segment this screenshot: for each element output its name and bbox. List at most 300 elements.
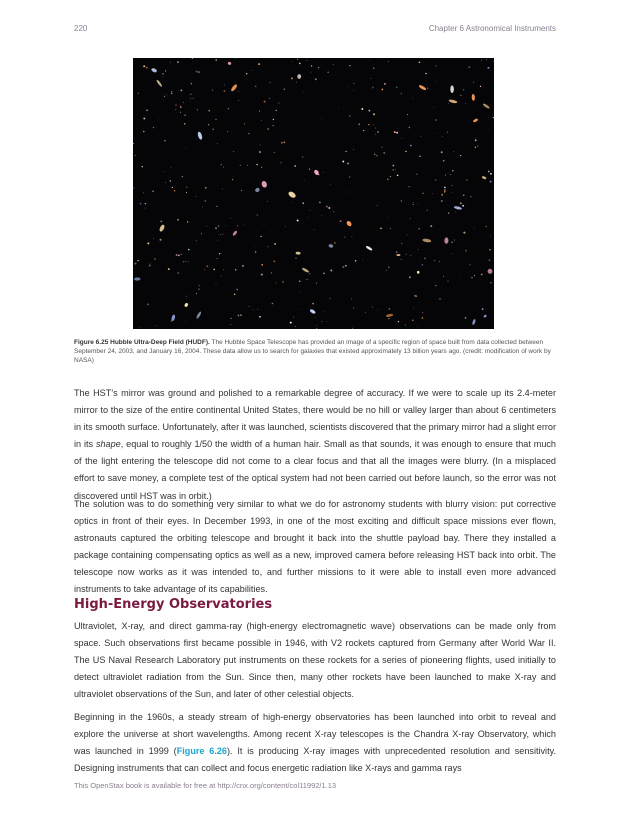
faint-galaxy	[482, 308, 484, 310]
faint-galaxy	[167, 94, 168, 95]
faint-galaxy	[390, 228, 391, 229]
faint-galaxy	[170, 62, 171, 63]
p1-emphasis: shape	[95, 439, 121, 450]
faint-galaxy	[311, 65, 312, 66]
page-number: 220	[74, 24, 88, 33]
faint-galaxy	[273, 119, 274, 120]
faint-galaxy	[304, 180, 305, 181]
faint-galaxy	[373, 113, 375, 115]
faint-galaxy	[295, 326, 296, 327]
figure-6-26-link[interactable]: Figure 6.26	[176, 746, 227, 757]
faint-galaxy	[418, 228, 420, 230]
faint-galaxy	[251, 70, 252, 71]
faint-galaxy	[255, 86, 257, 88]
galaxy	[197, 131, 203, 140]
faint-galaxy	[212, 129, 214, 131]
faint-galaxy	[232, 179, 233, 180]
faint-galaxy	[410, 255, 411, 256]
faint-galaxy	[334, 242, 336, 244]
faint-galaxy	[267, 201, 268, 202]
figure-label: Figure 6.25 Hubble Ultra-Deep Field (HUDF).	[74, 339, 210, 346]
faint-galaxy	[140, 327, 141, 328]
faint-galaxy	[351, 298, 352, 299]
faint-galaxy	[281, 162, 282, 163]
faint-galaxy	[264, 224, 265, 225]
faint-galaxy	[390, 176, 391, 177]
faint-galaxy	[217, 143, 218, 144]
faint-galaxy	[401, 93, 402, 94]
faint-galaxy	[468, 66, 470, 68]
faint-galaxy	[168, 268, 170, 270]
faint-galaxy	[217, 258, 218, 259]
faint-galaxy	[347, 162, 349, 164]
faint-galaxy	[186, 296, 187, 297]
paragraph-corrective-optics: The solution was to do something very similar to what we do for astronomy students with blurry vision: put corrective optics in front of their eyes. In December 1993, in one of the most exciting and difficult space missions ever flown, astronauts captured the orbiting telescope and brought it back into the shuttle payload bay. There they installed a package containing compensating optics as well as a new, improved camera before releasing HST back into orbit. The telescope now works as it was intended to, and further missions to it were able to install even more advanced instruments to take advantage of its capabilities.	[74, 499, 556, 595]
faint-galaxy	[371, 78, 372, 79]
faint-galaxy	[146, 109, 148, 111]
faint-galaxy	[413, 307, 414, 308]
faint-galaxy	[384, 83, 386, 85]
faint-galaxy	[352, 237, 353, 238]
faint-galaxy	[145, 203, 146, 204]
faint-galaxy	[427, 210, 428, 211]
faint-galaxy	[369, 60, 370, 61]
running-head	[74, 24, 556, 33]
faint-galaxy	[451, 241, 453, 243]
faint-galaxy	[264, 101, 266, 103]
figure-caption	[74, 338, 556, 365]
faint-galaxy	[362, 259, 363, 260]
faint-galaxy	[345, 151, 346, 152]
galaxy	[482, 176, 487, 180]
galaxy	[301, 267, 309, 273]
faint-galaxy	[475, 147, 477, 149]
faint-galaxy	[292, 61, 293, 62]
faint-galaxy	[271, 272, 272, 273]
faint-galaxy	[410, 218, 411, 219]
paragraph-uv-xray-observations: Ultraviolet, X-ray, and direct gamma-ray (high-energy electromagnetic wave) observations can be made only from space. Such observations first became possible in 1946, with V2 rockets captured from Germany after World War II. The US Naval Research Laboratory put instruments on these rockets for a series of pioneering flights, used initially to detect ultraviolet radiation from the Sun. Since then, many other rockets have been launched to make X-ray and ultraviolet observations of the Sun, and later of other celestial objects.	[74, 621, 556, 700]
faint-galaxy	[181, 253, 182, 254]
galaxy	[386, 313, 394, 317]
paragraph-hst-mirror	[74, 385, 556, 505]
galaxy	[444, 189, 446, 193]
faint-galaxy	[260, 145, 261, 146]
faint-galaxy	[421, 317, 423, 319]
galaxy	[297, 74, 301, 79]
faint-galaxy	[236, 289, 238, 291]
galaxy	[454, 206, 463, 211]
galaxy	[471, 94, 475, 101]
faint-galaxy	[342, 161, 344, 163]
faint-galaxy	[318, 67, 319, 68]
faint-galaxy	[471, 277, 473, 279]
faint-galaxy	[169, 180, 171, 182]
faint-galaxy	[291, 77, 293, 79]
faint-galaxy	[401, 138, 402, 139]
faint-galaxy	[208, 110, 210, 112]
faint-galaxy	[205, 200, 206, 201]
faint-galaxy	[206, 265, 208, 267]
faint-galaxy	[201, 233, 202, 234]
galaxy	[473, 118, 479, 123]
faint-galaxy	[134, 187, 135, 188]
faint-galaxy	[175, 104, 177, 106]
faint-galaxy	[441, 200, 442, 201]
faint-galaxy	[375, 134, 376, 135]
faint-galaxy	[178, 255, 180, 257]
faint-galaxy	[278, 102, 279, 103]
faint-galaxy	[386, 270, 387, 271]
faint-galaxy	[407, 235, 408, 236]
faint-galaxy	[240, 314, 241, 315]
faint-galaxy	[477, 145, 478, 146]
faint-galaxy	[140, 203, 142, 205]
faint-galaxy	[487, 67, 489, 69]
faint-galaxy	[153, 127, 154, 128]
faint-galaxy	[401, 259, 402, 260]
faint-galaxy	[465, 317, 467, 319]
faint-galaxy	[191, 83, 192, 84]
faint-galaxy	[244, 224, 245, 225]
faint-galaxy	[311, 72, 312, 73]
faint-galaxy	[493, 61, 494, 62]
faint-galaxy	[237, 225, 238, 226]
faint-galaxy	[147, 303, 149, 305]
faint-galaxy	[259, 316, 261, 318]
faint-galaxy	[381, 89, 383, 91]
faint-galaxy	[285, 226, 286, 227]
faint-galaxy	[394, 131, 396, 133]
faint-galaxy	[445, 175, 446, 176]
faint-galaxy	[193, 98, 194, 99]
faint-galaxy	[198, 71, 200, 73]
faint-galaxy	[164, 140, 165, 141]
galaxy	[134, 277, 140, 280]
faint-galaxy	[412, 320, 413, 321]
galaxy	[254, 187, 260, 193]
faint-galaxy	[162, 73, 164, 75]
faint-galaxy	[137, 260, 138, 261]
faint-galaxy	[330, 270, 332, 272]
faint-galaxy	[422, 193, 423, 194]
faint-galaxy	[184, 123, 185, 124]
galaxy	[156, 79, 163, 87]
faint-galaxy	[369, 110, 371, 112]
galaxy	[296, 252, 301, 255]
hubble-ultra-deep-field-image	[133, 58, 494, 329]
faint-galaxy	[418, 204, 419, 205]
faint-galaxy	[274, 243, 276, 245]
faint-galaxy	[396, 251, 397, 252]
faint-galaxy	[138, 93, 139, 94]
faint-galaxy	[434, 107, 435, 108]
faint-galaxy	[418, 249, 419, 250]
faint-galaxy	[470, 264, 471, 265]
faint-galaxy	[405, 151, 407, 153]
faint-galaxy	[452, 185, 453, 186]
faint-galaxy	[373, 67, 375, 69]
faint-galaxy	[198, 288, 200, 290]
faint-galaxy	[486, 226, 487, 227]
faint-galaxy	[222, 234, 223, 235]
faint-galaxy	[466, 179, 468, 181]
faint-galaxy	[465, 250, 467, 252]
faint-galaxy	[395, 169, 396, 170]
faint-galaxy	[407, 114, 408, 115]
faint-galaxy	[186, 147, 187, 148]
faint-galaxy	[255, 246, 256, 247]
faint-galaxy	[439, 298, 441, 300]
faint-galaxy	[165, 182, 166, 183]
faint-galaxy	[425, 73, 427, 75]
faint-galaxy	[270, 82, 271, 83]
faint-galaxy	[349, 192, 350, 193]
faint-galaxy	[223, 269, 224, 270]
faint-galaxy	[183, 261, 184, 262]
faint-galaxy	[143, 118, 145, 120]
galaxy	[346, 220, 353, 227]
galaxy	[230, 83, 238, 92]
galaxy	[227, 61, 231, 65]
faint-galaxy	[163, 171, 164, 172]
faint-galaxy	[448, 212, 449, 213]
faint-galaxy	[171, 91, 172, 92]
faint-galaxy	[258, 309, 259, 310]
faint-galaxy	[221, 276, 222, 277]
faint-galaxy	[217, 240, 218, 241]
faint-galaxy	[314, 229, 315, 230]
p4-text-start: Beginning in the 1960s, a steady stream of high-energy observatories has been launched into orbit to reveal and explore the universe at short wavelengths. Among recent X-ray telescopes is the Chandra X-ray Observatory, which was launched in 1999 (	[74, 712, 556, 757]
faint-galaxy	[261, 120, 262, 121]
faint-galaxy	[180, 106, 182, 108]
faint-galaxy	[314, 317, 315, 318]
faint-galaxy	[319, 202, 321, 204]
faint-galaxy	[419, 61, 421, 63]
faint-galaxy	[430, 225, 432, 227]
faint-galaxy	[453, 151, 454, 152]
faint-galaxy	[146, 67, 148, 69]
faint-galaxy	[255, 251, 256, 252]
faint-galaxy	[267, 128, 269, 130]
faint-galaxy	[380, 228, 382, 230]
faint-galaxy	[432, 193, 433, 194]
faint-galaxy	[259, 111, 260, 112]
faint-galaxy	[321, 118, 322, 119]
faint-galaxy	[439, 261, 440, 262]
faint-galaxy	[293, 317, 294, 318]
faint-galaxy	[355, 260, 357, 262]
faint-galaxy	[451, 253, 452, 254]
faint-galaxy	[443, 160, 445, 162]
faint-galaxy	[349, 116, 350, 117]
faint-galaxy	[316, 328, 317, 329]
faint-galaxy	[416, 173, 418, 175]
faint-galaxy	[299, 63, 301, 65]
faint-galaxy	[299, 280, 301, 282]
faint-galaxy	[276, 110, 277, 111]
faint-galaxy	[488, 129, 489, 130]
faint-galaxy	[172, 187, 173, 188]
figure-caption-text: The Hubble Space Telescope has provided an image of a specific region of space built from data collected between September 24, 2003, and January 16, 2004. These data allow us to search for galaxies that existed approximately 13 billion years ago. (credit: modification of work by NASA)	[74, 339, 551, 364]
galaxy	[418, 84, 427, 91]
faint-galaxy	[177, 61, 179, 63]
faint-galaxy	[447, 281, 448, 282]
faint-galaxy	[294, 165, 296, 167]
faint-galaxy	[275, 283, 276, 284]
faint-galaxy	[149, 265, 150, 266]
faint-galaxy	[353, 90, 354, 91]
galaxy	[309, 309, 316, 315]
faint-galaxy	[202, 206, 203, 207]
faint-galaxy	[309, 273, 310, 274]
faint-galaxy	[413, 98, 414, 99]
faint-galaxy	[303, 92, 304, 93]
faint-galaxy	[135, 155, 136, 156]
faint-galaxy	[323, 273, 325, 275]
faint-galaxy	[473, 82, 474, 83]
faint-galaxy	[188, 249, 190, 251]
faint-galaxy	[282, 281, 284, 283]
galaxy	[414, 295, 417, 297]
faint-galaxy	[435, 119, 436, 120]
faint-galaxy	[190, 93, 192, 95]
faint-galaxy	[156, 325, 157, 326]
galaxy	[472, 319, 476, 326]
faint-galaxy	[223, 166, 224, 167]
faint-galaxy	[233, 151, 234, 152]
faint-galaxy	[310, 210, 311, 211]
starfield-graphic	[133, 58, 494, 329]
faint-galaxy	[490, 236, 491, 237]
faint-galaxy	[260, 236, 261, 237]
faint-galaxy	[162, 76, 163, 77]
faint-galaxy	[269, 98, 270, 99]
faint-galaxy	[298, 309, 299, 310]
faint-galaxy	[295, 258, 296, 259]
faint-galaxy	[345, 265, 347, 267]
faint-galaxy	[465, 103, 466, 104]
galaxy	[483, 314, 487, 318]
faint-galaxy	[420, 257, 421, 258]
faint-galaxy	[448, 173, 449, 174]
faint-galaxy	[208, 124, 209, 125]
faint-galaxy	[244, 123, 245, 124]
faint-galaxy	[272, 303, 274, 305]
faint-galaxy	[291, 202, 292, 203]
galaxy	[417, 271, 420, 274]
faint-galaxy	[321, 215, 322, 216]
faint-galaxy	[258, 63, 260, 65]
faint-galaxy	[181, 90, 183, 92]
faint-galaxy	[238, 100, 239, 101]
faint-galaxy	[177, 272, 179, 274]
faint-galaxy	[374, 154, 375, 155]
faint-galaxy	[388, 217, 389, 218]
galaxy	[196, 311, 202, 319]
faint-galaxy	[143, 65, 145, 67]
faint-galaxy	[248, 133, 249, 134]
faint-galaxy	[450, 174, 451, 175]
faint-galaxy	[441, 194, 443, 196]
faint-galaxy	[421, 136, 422, 137]
faint-galaxy	[406, 254, 407, 255]
faint-galaxy	[196, 293, 197, 294]
faint-galaxy	[480, 86, 481, 87]
faint-galaxy	[443, 276, 444, 277]
faint-galaxy	[481, 60, 482, 61]
faint-galaxy	[216, 206, 217, 207]
faint-galaxy	[363, 130, 364, 131]
faint-galaxy	[261, 274, 263, 276]
faint-galaxy	[259, 151, 261, 153]
faint-galaxy	[361, 108, 363, 110]
faint-galaxy	[488, 171, 490, 173]
faint-galaxy	[224, 90, 226, 92]
faint-galaxy	[358, 123, 360, 125]
faint-galaxy	[165, 70, 166, 71]
faint-galaxy	[493, 117, 494, 118]
faint-galaxy	[302, 156, 303, 157]
faint-galaxy	[422, 264, 424, 266]
faint-galaxy	[145, 208, 146, 209]
faint-galaxy	[489, 259, 491, 261]
faint-galaxy	[419, 156, 420, 157]
faint-galaxy	[373, 124, 374, 125]
faint-galaxy	[299, 292, 300, 293]
faint-galaxy	[196, 240, 197, 241]
faint-galaxy	[383, 152, 385, 154]
faint-galaxy	[261, 264, 263, 266]
faint-galaxy	[170, 167, 171, 168]
faint-galaxy	[454, 240, 455, 241]
faint-galaxy	[164, 96, 165, 97]
faint-galaxy	[309, 182, 310, 183]
faint-galaxy	[409, 276, 411, 278]
faint-galaxy	[470, 196, 471, 197]
faint-galaxy	[405, 324, 406, 325]
faint-galaxy	[185, 321, 186, 322]
galaxy	[450, 85, 454, 93]
faint-galaxy	[215, 119, 216, 120]
faint-galaxy	[257, 215, 258, 216]
faint-galaxy	[252, 309, 253, 310]
faint-galaxy	[246, 73, 248, 75]
faint-galaxy	[273, 125, 274, 126]
galaxy	[159, 224, 166, 232]
faint-galaxy	[388, 266, 390, 268]
faint-galaxy	[143, 131, 144, 132]
faint-galaxy	[388, 61, 389, 62]
faint-galaxy	[171, 93, 173, 95]
faint-galaxy	[349, 86, 350, 87]
galaxy	[232, 230, 238, 236]
faint-galaxy	[422, 312, 423, 313]
faint-galaxy	[401, 200, 402, 201]
faint-galaxy	[186, 192, 187, 193]
faint-galaxy	[147, 242, 149, 244]
faint-galaxy	[377, 131, 379, 133]
faint-galaxy	[463, 232, 465, 234]
faint-galaxy	[427, 88, 428, 89]
faint-galaxy	[297, 59, 298, 60]
faint-galaxy	[227, 131, 228, 132]
faint-galaxy	[417, 326, 418, 327]
faint-galaxy	[256, 164, 257, 165]
faint-galaxy	[192, 58, 193, 59]
faint-galaxy	[323, 172, 324, 173]
faint-galaxy	[284, 88, 285, 89]
faint-galaxy	[435, 285, 436, 286]
